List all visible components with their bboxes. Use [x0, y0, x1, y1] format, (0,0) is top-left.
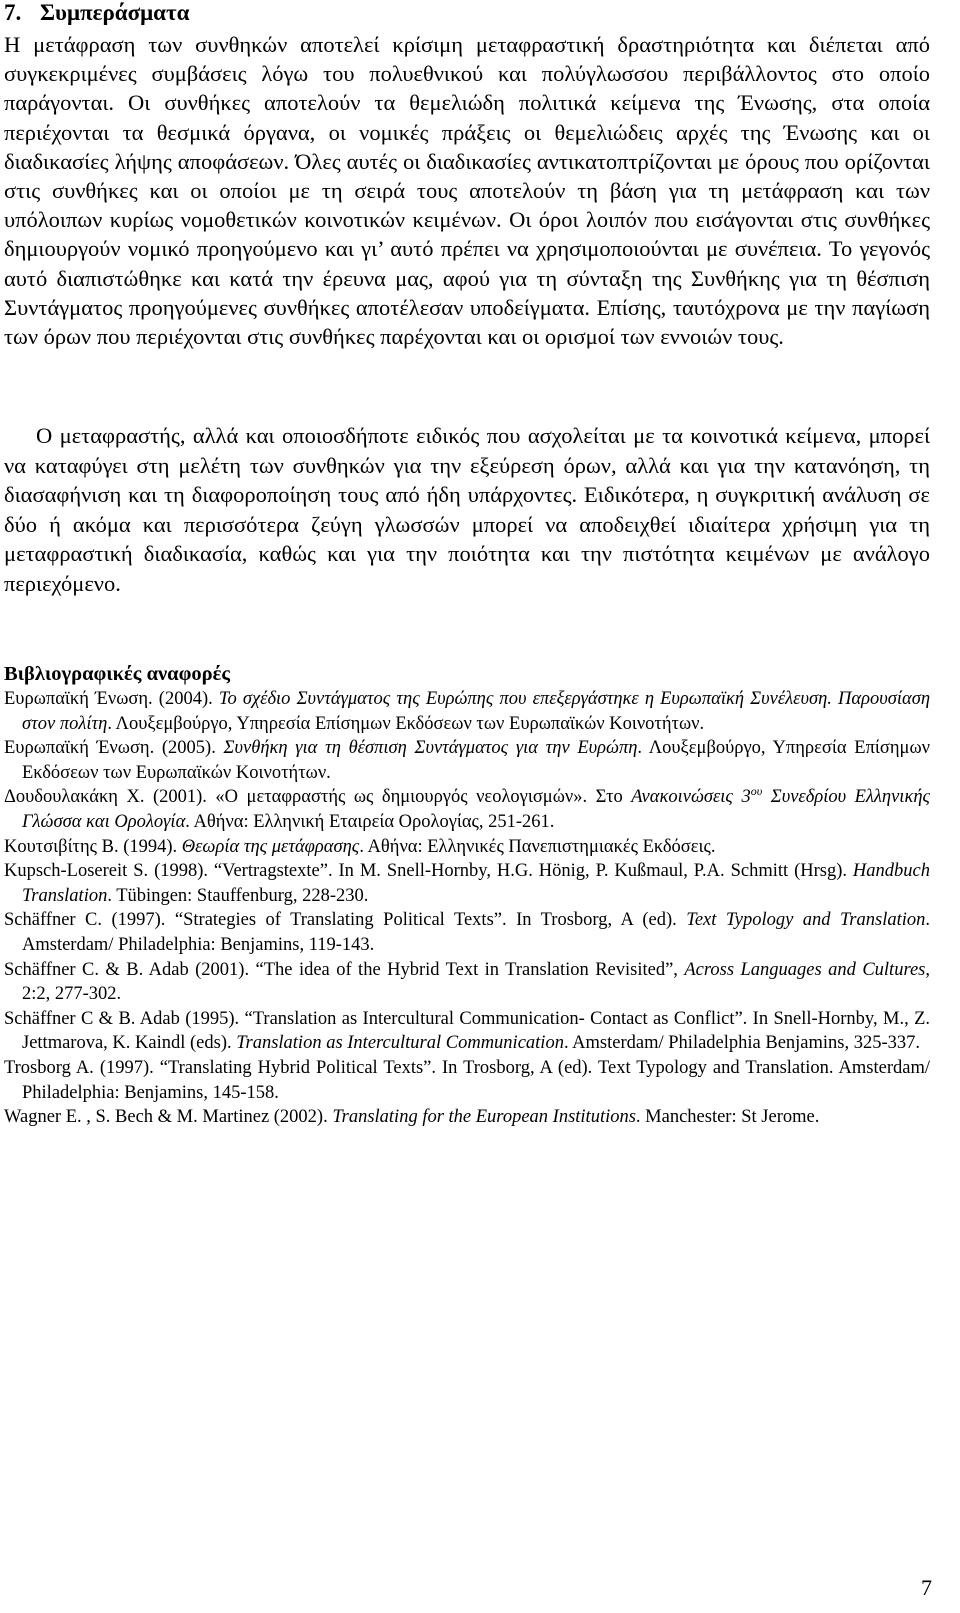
reference-item: Trosborg A. (1997). “Translating Hybrid Political Texts”. In Trosborg, A (ed). Text Typology and Translation. Amsterdam/ Philadelphia: Benjamins, 145-158. [4, 1057, 930, 1103]
page-number: 7 [921, 1575, 932, 1600]
reference-item: Schäffner C. (1997). “Strategies of Translating Political Texts”. In Trosborg, A (ed). Text Typology and Translation. Amsterdam/ Philadelphia: Benjamins, 119-143. [4, 910, 930, 955]
conclusion-paragraph-1: Η μετάφραση των συνθηκών αποτελεί κρίσιμη μεταφραστική δραστηριότητα και διέπεται από συγκεκριμένες συμβάσεις λόγω του πολυεθνικού και πολύγλωσσου περιβάλλοντος στο οποίο παράγονται. Οι συνθήκες αποτελούν τα θεμελιώδη πολιτικά κείμενα της Ένωσης, στα οποία περιέχονται τα θεσμικά όργανα, οι νομικές πράξεις οι θεμελιώδεις αρχές της Ένωσης και οι διαδικασίες λήψης αποφάσεων. Όλες αυτές οι διαδικασίες αντικατοπτρίζονται με όρους που ορίζονται στις συνθήκες και οι οποίοι με τη σειρά τους αποτελούν τη βάση για τη μετάφραση και των υπόλοιπων κυρίως νομοθετικών κοινοτικών κειμένων. Οι όροι λοιπόν που εισάγονται στις συνθήκες δημιουργούν νομικό προηγούμενο και γι’ αυτό πρέπει να χρησιμοποιούνται με συνέπεια. Το γεγονός αυτό διαπιστώθηκε και κατά την έρευνα μας, αφού για τη σύνταξη της Συνθήκης για τη θέσπιση Συντάγματος προηγούμενες συνθήκες αποτέλεσαν υποδείγματα. Επίσης, ταυτόχρονα με την παγίωση των όρων που περιέχονται στις συνθήκες παρέχονται και οι ορισμοί των εννοιών τους. [4, 32, 930, 350]
reference-item: Κουτσιβίτης Β. (1994). Θεωρία της μετάφρασης. Αθήνα: Ελληνικές Πανεπιστημιακές Εκδόσεις. [4, 836, 716, 857]
reference-item: Schäffner C & B. Adab (1995). “Translation as Intercultural Communication- Contact as Conflict”. In Snell-Hornby, M., Z. Jettmarova, K. Kaindl (eds). Translation as Intercultural Communication. Amsterdam/ Philadelphia Benjamins, 325-337. [4, 1008, 930, 1054]
section-heading [4, 0, 189, 27]
conclusion-paragraph-2: Ο μεταφραστής, αλλά και οποιοσδήποτε ειδικός που ασχολείται με τα κοινοτικά κείμενα, μπορεί να καταφύγει στη μελέτη των συνθηκών για την εξεύρεση όρων, αλλά και για την κατανόηση, τη διασαφήνιση και τη διαφοροποίηση τους από ήδη υπάρχοντες. Ειδικότερα, η συγκριτική ανάλυση σε δύο ή ακόμα και περισσότερα ζεύγη γλωσσών μπορεί να αποδειχθεί ιδιαίτερα χρήσιμη για τη μεταφραστική διαδικασία, καθώς και για την ποιότητα και την πιστότητα κειμένων με ανάλογο περιεχόμενο. [4, 423, 930, 596]
section-title: Συμπεράσματα [40, 0, 190, 25]
reference-item: Wagner E. , S. Bech & M. Martinez (2002). Translating for the European Institutions. Manchester: St Jerome. [4, 1107, 820, 1128]
reference-item: Ευρωπαϊκή Ένωση. (2004). Το σχέδιο Συντάγματος της Ευρώπης που επεξεργάστηκε η Ευρωπαϊκή Συνέλευση. Παρουσίαση στον πολίτη. Λουξεμβούργο, Υπηρεσία Επίσημων Εκδόσεων των Ευρωπαϊκών Κοινοτήτων. [4, 689, 930, 734]
reference-item: Kupsch-Losereit S. (1998). “Vertragstexte”. In M. Snell-Hornby, H.G. Hönig, P. Kußmaul, P.A. Schmitt (Hrsg). Handbuch Translation. Tübingen: Stauffenburg, 228-230. [4, 861, 930, 906]
reference-list [4, 687, 930, 1130]
reference-item: Schäffner C. & B. Adab (2001). “The idea of the Hybrid Text in Translation Revisited”, Across Languages and Cultures, 2:2, 277-302. [4, 959, 930, 1005]
reference-item: Ευρωπαϊκή Ένωση. (2005). Συνθήκη για τη θέσπιση Συντάγματος για την Ευρώπη. Λουξεμβούργο, Υπηρεσία Επίσημων Εκδόσεων των Ευρωπαϊκών Κοινοτήτων. [4, 738, 930, 783]
section-number: 7. [4, 0, 22, 25]
bibliography-heading: Βιβλιογραφικές αναφορές [4, 663, 231, 685]
reference-item: Δουδουλακάκη Χ. (2001). «Ο μεταφραστής ως δημιουργός νεολογισμών». Στο Ανακοινώσεις $3^{o\upsilon}$ Συνεδρίου Ελληνικής Γλώσσα και Ορολογία. Αθήνα: Ελληνική Εταιρεία Ορολογίας, 251-261. [4, 784, 931, 832]
